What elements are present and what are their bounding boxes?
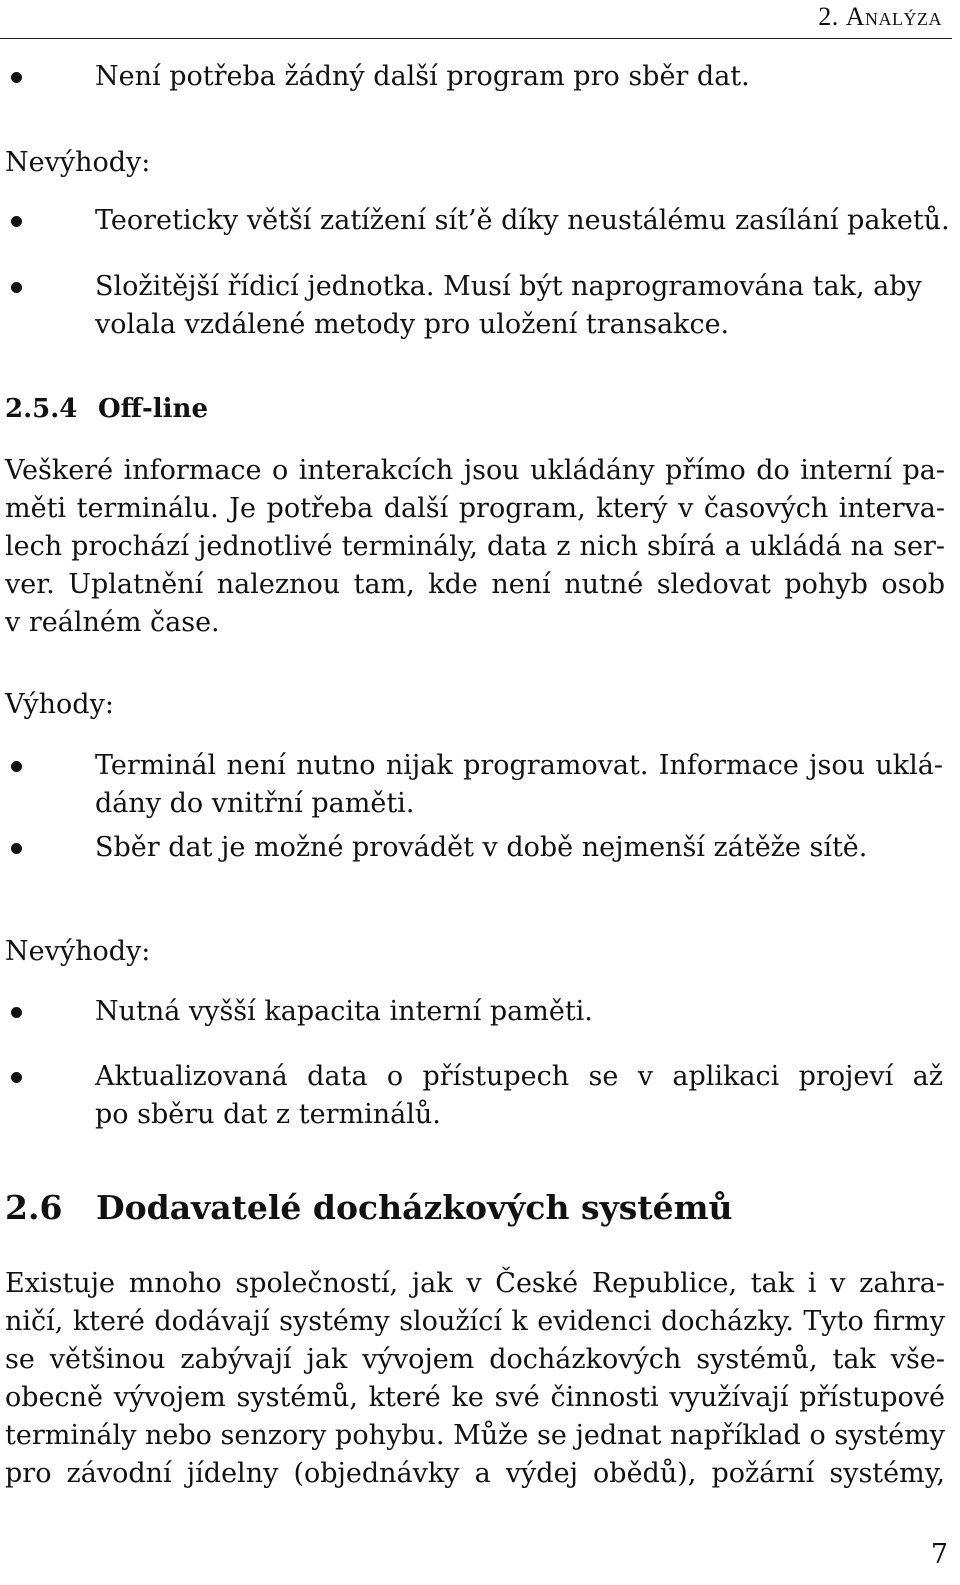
running-head (0, 0, 952, 39)
list-item: Teoreticky větší zatížení sít’ě díky neustálému zasílání paketů. (95, 205, 950, 236)
bullet-dot (11, 843, 22, 854)
bullet-dot (11, 282, 22, 293)
paragraph-line: měti terminálu. Je potřeba další program, který v časových interva- (5, 493, 945, 524)
list-item-continuation: volala vzdálené metody pro uložení transakce. (95, 309, 730, 340)
paragraph-line: lech prochází jednotlivé terminály, data z nich sbírá a ukládá na ser- (5, 531, 945, 562)
running-head-text (818, 2, 942, 32)
bullet-dot (11, 216, 22, 227)
paragraph-line: Veškeré informace o interakcích jsou ukládány přímo do interní pa- (5, 455, 945, 486)
list-item-continuation: dány do vnitřní paměti. (95, 788, 415, 819)
paragraph-line: obecně vývojem systémů, které ke své činnosti využívají přístupové (5, 1382, 945, 1413)
section-title: Dodavatelé docházkových systémů (96, 1188, 733, 1227)
page-number: 7 (930, 1539, 948, 1570)
cons-label: Nevýhody: (5, 147, 151, 178)
subsection-number: 2.5.4 (5, 394, 78, 424)
paragraph-line: ver. Uplatnění naleznou tam, kde není nutné sledovat pohyb osob (5, 569, 945, 600)
bullet-dot (11, 761, 22, 772)
paragraph-line: terminály nebo senzory pohybu. Může se jednat například o systémy (5, 1420, 945, 1451)
section-number: 2.6 (5, 1188, 63, 1227)
cons-label: Nevýhody: (5, 936, 151, 967)
chapter-title: Analýza (845, 2, 942, 31)
bullet-dot (11, 1072, 22, 1083)
paragraph-line: ničí, které dodávají systémy sloužící k evidenci docházky. Tyto firmy (5, 1306, 945, 1337)
paragraph-line: Existuje mnoho společností, jak v České Republice, tak i v zahra- (5, 1268, 945, 1299)
list-item-continuation: po sběru dat z terminálů. (95, 1099, 441, 1130)
list-item: Složitější řídicí jednotka. Musí být naprogramována tak, aby (95, 271, 922, 302)
list-item: Terminál není nutno nijak programovat. Informace jsou uklá- (95, 750, 943, 781)
paragraph-line: v reálném čase. (5, 607, 220, 638)
list-item: Sběr dat je možné provádět v době nejmenší zátěže sítě. (95, 832, 868, 863)
chapter-number: 2. (818, 2, 839, 31)
bullet-dot (11, 1007, 22, 1018)
list-item: Aktualizovaná data o přístupech se v aplikaci projeví až (95, 1061, 943, 1092)
subsection-title: Off-line (98, 394, 208, 424)
paragraph-line: pro závodní jídelny (objednávky a výdej obědů), požární systémy, (5, 1458, 945, 1489)
pros-label: Výhody: (5, 689, 114, 720)
list-item: Není potřeba žádný další program pro sběr dat. (95, 61, 750, 92)
paragraph-line: se většinou zabývají jak vývojem docházkových systémů, tak vše- (5, 1344, 945, 1375)
bullet-dot (11, 72, 22, 83)
list-item: Nutná vyšší kapacita interní paměti. (95, 996, 593, 1027)
